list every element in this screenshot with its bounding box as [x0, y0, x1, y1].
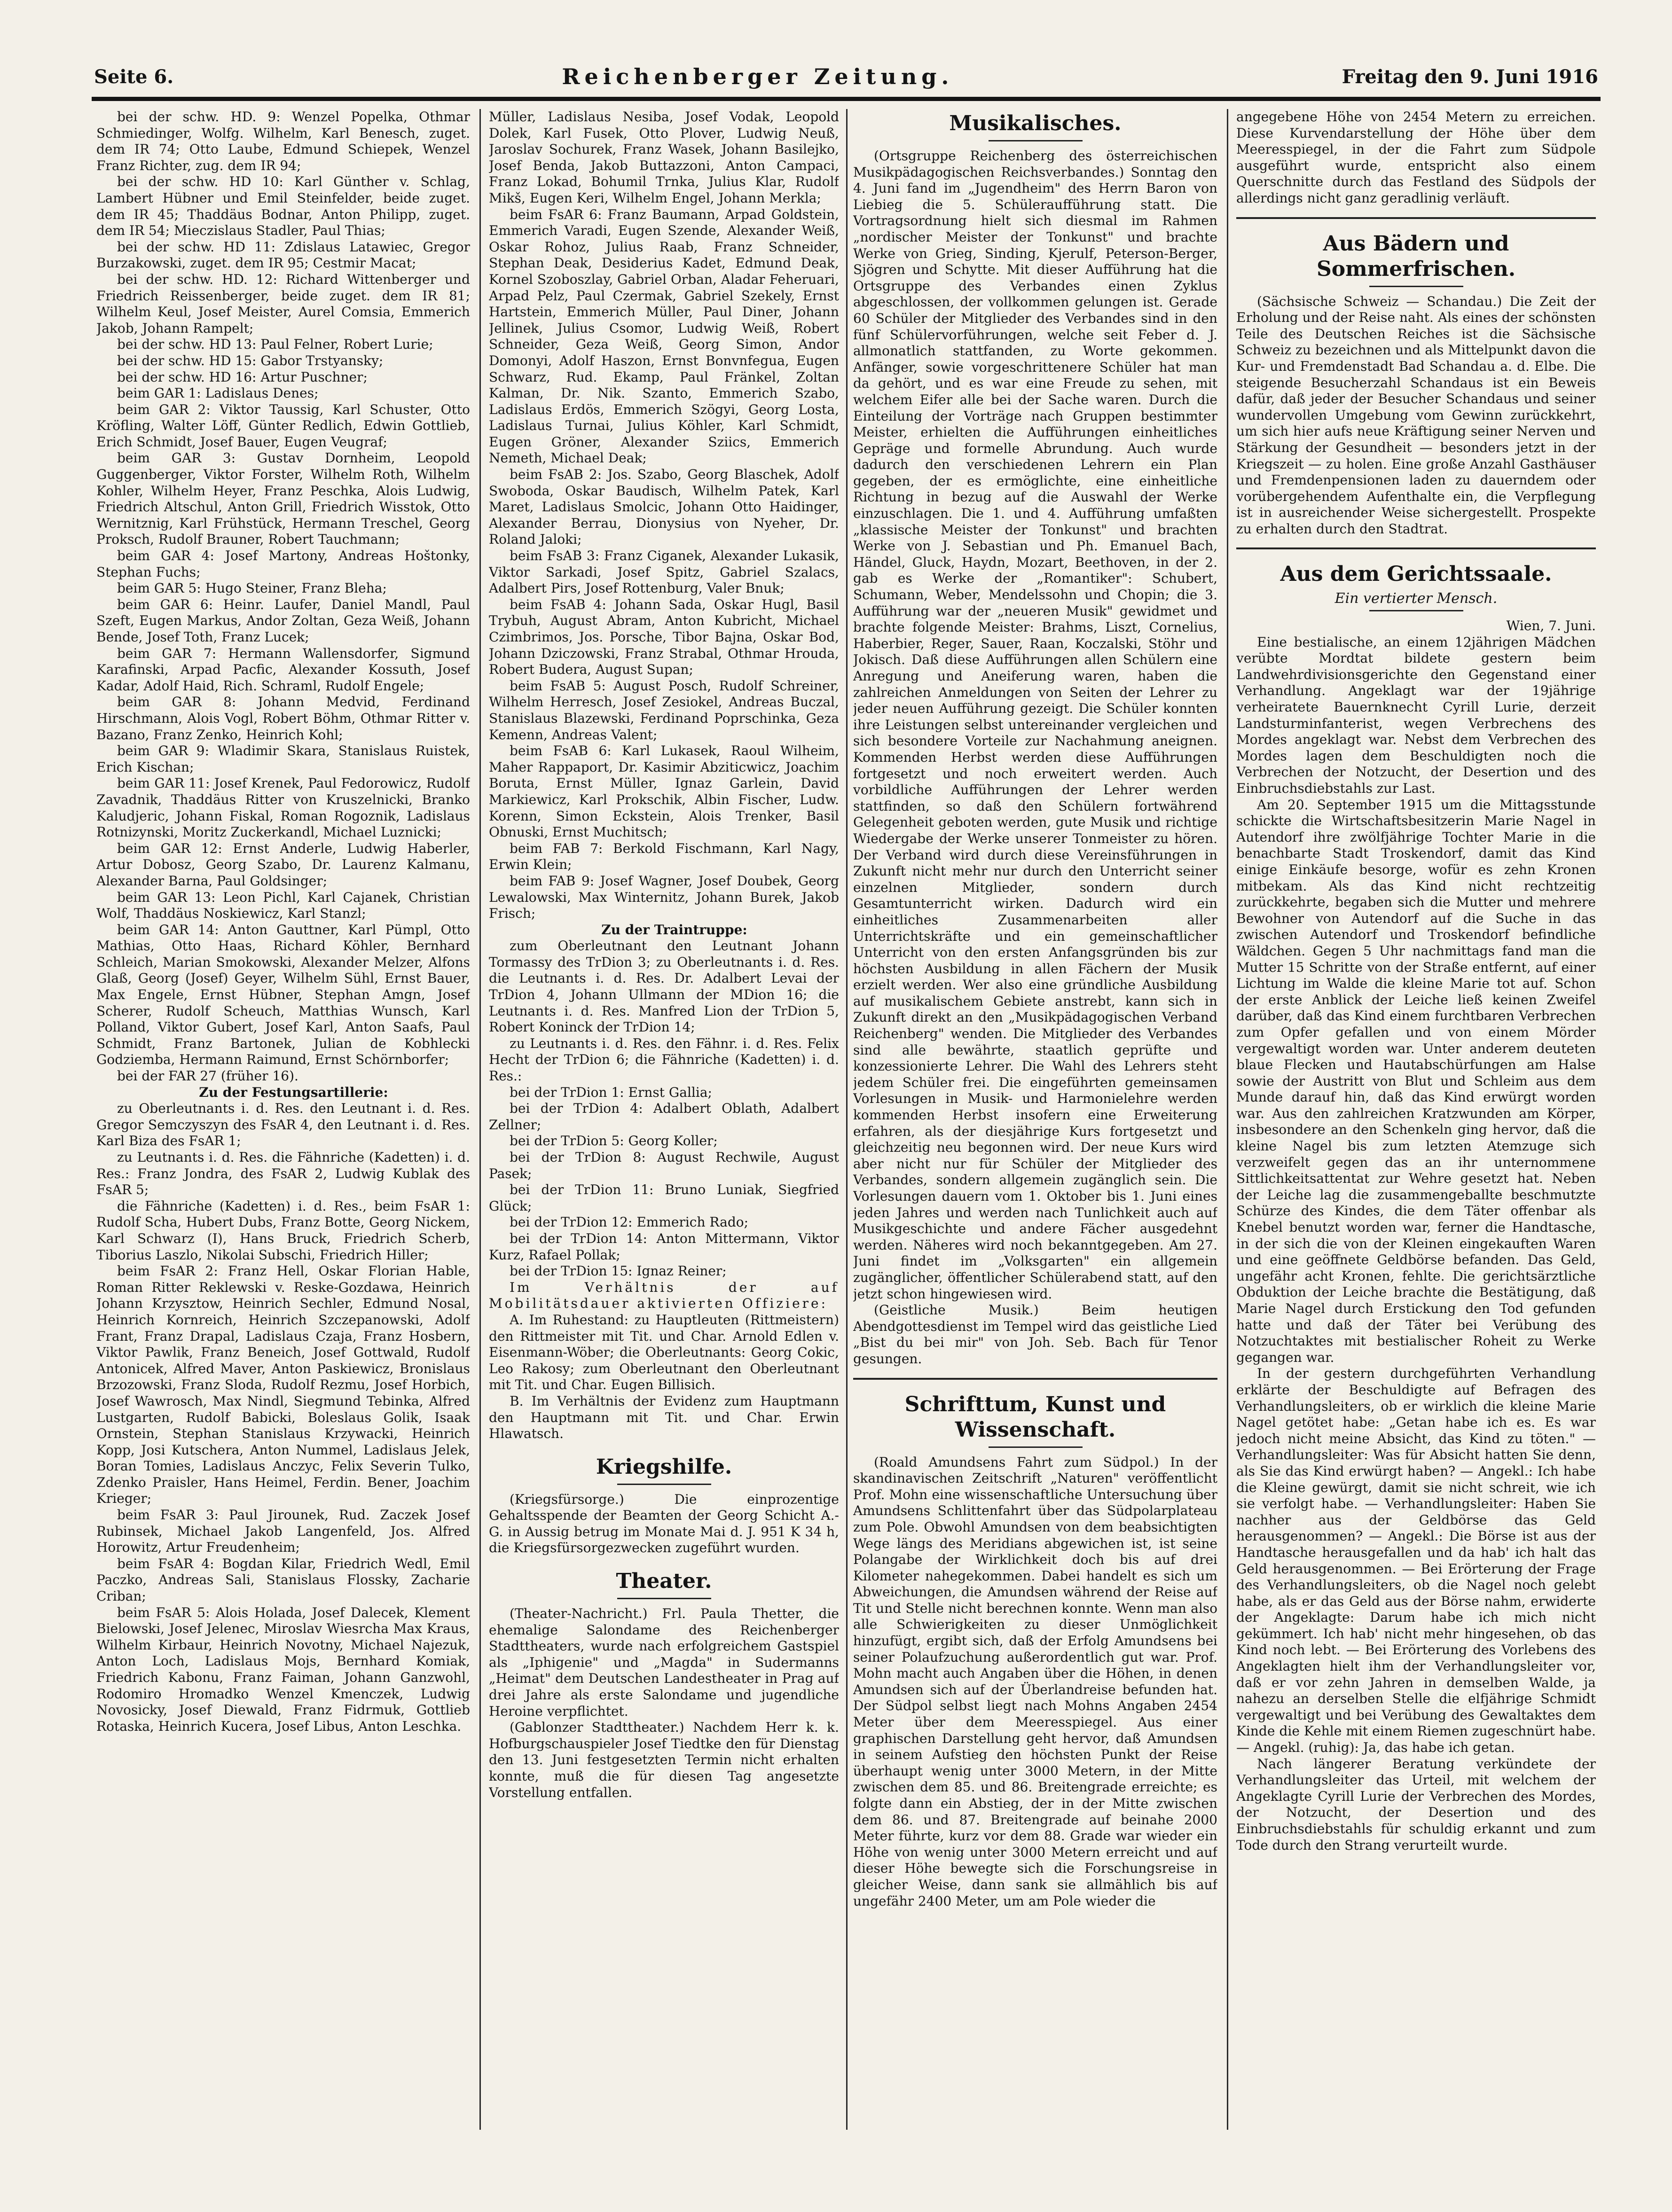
paragraph: bei der FAR 27 (früher 16). — [117, 1068, 298, 1084]
section-title-kriegshilfe: Kriegshilfe. — [596, 1454, 732, 1479]
section-separator — [1236, 547, 1596, 549]
paragraph: bei der schw. HD 11: Zdislaus Latawiec, Gregor Burzakowski, zuget. dem IR 95; Cestmir Macat; — [96, 239, 470, 271]
paragraph: beim GAR 1: Ladislaus Denes; — [117, 385, 319, 401]
column-2 — [489, 109, 839, 2130]
paragraph: (Theater-Nachricht.) Frl. Paula Thetter, die ehemalige Salondame des Reichenberger Stadttheaters, wurde nach erfolgreichem Gastspiel als „Iphigenie" und „Magda" in Sudermanns „Heimat" dem Deutschen Landestheater in Prag auf drei Jahre als erste Salondame und jugendliche Heroine verpflichtet. — [489, 1606, 839, 1719]
paragraph: bei der schw. HD 16: Artur Puschner; — [117, 369, 368, 385]
paragraph: bei der schw. HD 10: Karl Günther v. Schlag, Lambert Hübner und Emil Steinfelder, beide zuget. dem IR 45; Thaddäus Bodnar, Anton Philipp, zuget. dem IR 54; Mieczislaus Stadler, Paul Thias; — [96, 174, 470, 239]
article-subtitle: Ein vertierter Mensch. — [1334, 590, 1498, 607]
column-divider — [1227, 109, 1228, 2130]
dateline: Wien, 7. Juni. — [1506, 618, 1596, 634]
paragraph: bei der schw. HD. 12: Richard Wittenberger und Friedrich Reissenberger, beide zuget. dem IR 81; Wilhelm Keul, Josef Meister, Aurel Comsia, Emmerich Jakob, Johann Rampelt; — [96, 271, 470, 336]
page-header — [94, 60, 1598, 93]
paragraph: beim GAR 9: Wladimir Skara, Stanislaus Ruistek, Erich Kischan; — [96, 743, 470, 775]
section-title-theater: Theater. — [616, 1569, 712, 1594]
paragraph: beim FAB 9: Josef Wagner, Josef Doubek, Georg Lewalowski, Max Winternitz, Johann Burek, Jakob Frisch; — [489, 873, 839, 922]
paragraph: bei der schw. HD. 9: Wenzel Popelka, Othmar Schmiedinger, Wolfg. Wilhelm, Karl Benesch, zuget. dem IR 74; Otto Laube, Edmund Schiepek, Wenzel Franz Richter, zug. dem IR 94; — [96, 109, 470, 173]
paragraph: bei der TrDion 14: Anton Mittermann, Viktor Kurz, Rafael Pollak; — [489, 1230, 839, 1263]
section-rule — [1369, 286, 1463, 287]
paragraph: beim GAR 2: Viktor Taussig, Karl Schuster, Otto Kröfling, Walter Löff, Günter Redlich, Edwin Gottlieb, Erich Schmidt, Josef Bauer, Eugen Veugraf; — [96, 401, 470, 450]
paragraph: zu Leutnants i. d. Res. die Fähnriche (Kadetten) i. d. Res.: Franz Jondra, des FsAR 2, Ludwig Kublak des FsAR 5; — [96, 1149, 470, 1198]
paragraph: Eine bestialische, an einem 12jährigen Mädchen verübte Mordtat bildete gestern beim Landwehrdivisionsgerichte den Gegenstand einer Verhandlung. Angeklagt war der 19jährige verheiratete Bauernknecht Cyrill Lurie, derzeit Landsturminfanterist, wegen Verbrechens des Mordes angeklagt war. Nebst dem Verbrechen des Mordes lagen dem Beschuldigten noch die Verbrechen der Notzucht, der Desertion und des Einbruchsdiebstahls zur Last. — [1236, 634, 1596, 796]
paragraph: bei der schw. HD 13: Paul Felner, Robert Lurie; — [117, 336, 433, 352]
column-divider — [846, 109, 848, 2130]
section-title-gericht: Aus dem Gerichtssaale. — [1280, 562, 1552, 586]
paragraph: beim GAR 12: Ernst Anderle, Ludwig Haberler, Artur Dobosz, Georg Szabo, Dr. Laurenz Kalmanu, Alexander Barna, Paul Goldsinger; — [96, 840, 470, 889]
paragraph: bei der TrDion 11: Bruno Luniak, Siegfried Glück; — [489, 1182, 839, 1214]
section-title-baeder: Aus Bädern und Sommerfrischen. — [1316, 231, 1516, 281]
masthead: Reichenberger Zeitung. — [562, 64, 954, 89]
paragraph: Am 20. September 1915 um die Mittagsstunde schickte die Wirtschaftsbesitzerin Marie Nagel in Autendorf ihre zwölfjährige Tochter Marie in die benachbarte Stadt Troskendorf, damit das Kind einige Einkäufe besorge, wofür es zehn Kronen mitbekam. Als das Kind nicht rechtzeitig zurückkehrte, begaben sich die Mutter und mehrere Bewohner von Autendorf auf die Suche in das zwischen Autendorf und Troskendorf befindliche Wäldchen. Gegen 5 Uhr nachmittags fand man die Mutter 15 Schritte von der Straße entfernt, auf einer Lichtung im Walde die kleine Marie tot auf. Schon der erste Anblick der Leiche ließ keinen Zweifel darüber, daß das Kind einem furchtbaren Verbrechen zum Opfer gefallen und von einem Mörder vergewaltigt worden war. Unter anderem deuteten blaue Flecken und Hautabschürfungen am Halse sowie der Austritt von Blut und Schleim aus dem Munde darauf hin, daß das Kind erwürgt worden war. Aus den zahlreichen Kratzwunden am Körper, insbesondere an den Schenkeln ging hervor, daß die kleine Nagel bis zum letzten Atemzuge sich verzweifelt gegen das an ihr unternommene Sittlichkeitsattentat zur Wehre gesetzt hat. Neben der Leiche lag die zusammengeballte beschmutzte Schürze des Kindes, die dem Täter offenbar als Knebel benutzt worden war, ferner die Handtasche, in der sich die von der Kleinen eingekauften Waren und eine geöffnete Geldbörse befanden. Das Geld, ungefähr acht Kronen, fehlte. Die gerichtsärztliche Obduktion der Leiche brachte die Bestätigung, daß Marie Nagel durch Erstickung den Tod gefunden hatte und daß der Täter bei Verübung des Notzuchtaktes mit bestialischer Roheit zu Werke gegangen war. — [1236, 797, 1596, 1365]
paragraph: die Fähnriche (Kadetten) i. d. Res., beim FsAR 1: Rudolf Scha, Hubert Dubs, Franz Botte, Georg Nickem, Karl Schwarz (I), Hans Bruck, Friedrich Scherb, Tiborius Laszlo, Nikolai Subschi, Friedrich Hiller; — [96, 1198, 470, 1263]
paragraph: bei der TrDion 4: Adalbert Oblath, Adalbert Zellner; — [489, 1101, 839, 1133]
paragraph: beim GAR 6: Heinr. Laufer, Daniel Mandl, Paul Szeft, Eugen Markus, Andor Zoltan, Geza Weiß, Johann Bende, Josef Toth, Franz Lucek; — [96, 596, 470, 645]
section-rule — [989, 1446, 1083, 1448]
column-divider — [479, 109, 481, 2130]
paragraph: beim GAR 8: Johann Medvid, Ferdinand Hirschmann, Alois Vogl, Robert Böhm, Othmar Ritter v. Bazano, Franz Zenko, Heinrich Kohl; — [96, 694, 470, 743]
paragraph: beim FsAB 5: August Posch, Rudolf Schreiner, Wilhelm Herresch, Josef Zesiokel, Andreas Buczal, Stanislaus Blazewski, Ferdinand Poprschinka, Geza Kemenn, Andreas Valent; — [489, 678, 839, 743]
paragraph: beim GAR 4: Josef Martony, Andreas Hoštonky, Stephan Fuchs; — [96, 548, 470, 580]
paragraph: (Roald Amundsens Fahrt zum Südpol.) In der skandinavischen Zeitschrift „Naturen" veröffentlicht Prof. Mohn eine wissenschaftliche Untersuchung über Amundsens Schlittenfahrt über das Südpolarplateau zum Pole. Obwohl Amundsen von dem beabsichtigten Wege längs des Meridians abgewichen ist, ist seine Polangabe der Wirklichkeit doch bis auf drei Kilometer nahegekommen. Dabei handelt es sich um Abweichungen, die Amundsen während der Reise auf Tit und Stelle nicht berechnen konnte. Wenn man also alle Schwierigkeiten zu dieser Unmöglichkeit hinzufügt, ergibt sich, daß der Erfolg Amundsens bei seiner Polaufzuchung außerordentlich gut war. Prof. Mohn macht auch Angaben über die Höhen, in denen Amundsen sich auf der Überlandreise befunden hat. Der Südpol selbst liegt nach Mohns Angaben 2454 Meter über dem Meeresspiegel. Aus einer graphischen Darstellung geht hervor, daß Amundsen in seinem Aufstieg den höchsten Punkt der Reise überhaupt wenig unter 3000 Metern, in der Mitte zwischen dem 85. und 86. Breitengrade erreichte; es folgte dann ein Abstieg, der in der Mitte zwischen dem 86. und 87. Breitengrade auf beinahe 2000 Meter führte, kurz vor dem 88. Grade war wieder ein Höhe von wenig unter 3000 Metern erreicht und auf dieser Höhe bewegte sich die Forschungsreise in gleicher Weise, dann sank sie allmählich bis auf ungefähr 2400 Meter, um am Pole wieder die — [853, 1454, 1217, 1909]
paragraph: beim FsAB 2: Jos. Szabo, Georg Blaschek, Adolf Swoboda, Oskar Baudisch, Wilhelm Patek, Karl Maret, Ladislaus Smolcic, Johann Otto Haidinger, Alexander Berrau, Dionysius von Nyeher, Dr. Roland Jaloki; — [489, 467, 839, 547]
paragraph: beim GAR 5: Hugo Steiner, Franz Bleha; — [117, 580, 387, 596]
subheading: Zu der Traintruppe: — [601, 922, 747, 938]
paragraph: In der gestern durchgeführten Verhandlung erklärte der Beschuldigte auf Befragen des Verhandlungsleiters, ob er wirklich die kleine Marie Nagel getötet habe: „Getan habe ich es. Es war jedoch nicht meine Absicht, das Kind zu töten." — Verhandlungsleiter: Was für Absicht hatten Sie denn, als Sie das Kind erwürgt haben? — Angekl.: Ich habe die Kleine gewürgt, damit sie nicht schreit, wie ich sie verfolgt habe. — Verhandlungsleiter: Haben Sie nachher aus der Geldbörse das Geld herausgenommen? — Angekl.: Die Börse ist aus der Handtasche herausgefallen und da hab' ich halt das Geld herausgenommen. — Bei Erörterung der Frage des Verhandlungsleiters, ob die Nagel noch gelebt habe, als er das Geld aus der Börse nahm, erwiderte der Angeklagte: Darum habe ich mich nicht gekümmert. Ich hab' nicht mehr hingesehen, ob das Kind noch lebt. — Bei Erörterung des Vorlebens des Angeklagten hielt ihm der Verhandlungsleiter vor, daß er vor zehn Jahren in demselben Walde, ja nahezu an derselben Stelle die elfjährige Schmidt vergewaltigt und bei Verübung des Gewaltaktes dem Kinde die Kehle mit einem Riemen zugeschnürt habe. — Angekl. (ruhig): Ja, das habe ich getan. — [1236, 1366, 1596, 1756]
column-1 — [96, 109, 470, 2130]
paragraph: beim FsAR 4: Bogdan Kilar, Friedrich Wedl, Emil Paczko, Andreas Sali, Stanislaus Flossky, Zacharie Criban; — [96, 1555, 470, 1604]
paragraph: beim GAR 14: Anton Gauttner, Karl Pümpl, Otto Mathias, Otto Haas, Richard Köhler, Bernhard Schleich, Marian Smokowski, Alexander Melzer, Alfons Glaß, Georg (Josef) Geyer, Wilhelm Sühl, Ernst Bauer, Max Engele, Ernst Hübner, Stephan Amgn, Josef Scherer, Rudolf Scheuch, Matthias Wunsch, Karl Polland, Viktor Gubert, Josef Karl, Anton Saafs, Paul Schmidt, Franz Bartonek, Julian de Kobhlecki Godziemba, Hermann Raimund, Ernst Schörnborfer; — [96, 922, 470, 1068]
paragraph: bei der TrDion 1: Ernst Gallia; — [510, 1084, 712, 1100]
paragraph: beim FsAB 4: Johann Sada, Oskar Hugl, Basil Trybuh, August Abram, Anton Kubricht, Michael Czimbrimos, Jos. Porsche, Tibor Bajna, Oskar Bod, Johann Dziczowski, Franz Strabal, Othmar Hrouda, Robert Budera, August Supan; — [489, 596, 839, 678]
paragraph: zu Oberleutnants i. d. Res. den Leutnant i. d. Res. Gregor Semczyszyn des FsAR 4, den Leutnant i. d. Res. Karl Biza des FsAR 1; — [96, 1101, 470, 1149]
paragraph: beim FsAB 3: Franz Ciganek, Alexander Lukasik, Viktor Sarkadi, Josef Spitz, Gabriel Szalacs, Adalbert Pirs, Josef Rottenburg, Valer Bnuk; — [489, 548, 839, 596]
paragraph: (Sächsische Schweiz — Schandau.) Die Zeit der Erholung und der Reise naht. Als eines der schönsten Teile des Deutschen Reiches ist die Sächsische Schweiz zu bezeichnen und als Mittelpunkt davon die Kur- und Fremdenstadt Bad Schandau a. d. Elbe. Die steigende Besucherzahl Schandaus ist ein Beweis dafür, daß jeder der Besucher Schandaus und seiner wundervollen Umgebung vom Gewinn zurückkehrt, um sich hier aufs neue Kräftigung seiner Nerven und Stärkung der Gesundheit — besonders jetzt in der Kriegszeit — zu holen. Eine große Anzahl Gasthäuser und Fremdenpensionen laden zu dauerndem oder vorübergehendem Aufenthalte ein, die Verpflegung ist in ausreichender Weise sichergestellt. Prospekte zu erhalten durch den Stadtrat. — [1236, 293, 1596, 537]
section-rule — [989, 140, 1083, 141]
paragraph: (Geistliche Musik.) Beim heutigen Abendgottesdienst im Tempel wird das geistliche Lied „Bist du bei mir" von Joh. Seb. Bach für Tenor gesungen. — [853, 1302, 1217, 1367]
paragraph: beim FsAR 2: Franz Hell, Oskar Florian Hable, Roman Ritter Reklewski v. Reske-Gozdawa, Heinrich Johann Krzysztow, Heinrich Sechler, Edmund Nosal, Heinrich Kornreich, Heinrich Szczepanowski, Adolf Frant, Franz Drapal, Ladislaus Czaja, Franz Hosbern, Viktor Pawlik, Franz Beneich, Josef Gottwald, Rudolf Antonicek, Alfred Maver, Anton Paskiewicz, Bronislaus Brzozowski, Franz Sloda, Rudolf Rezmu, Josef Horbich, Josef Wawrosch, Max Nindl, Siegmund Tebinka, Alfred Lustgarten, Rudolf Babicki, Boleslaus Golik, Isaak Ornstein, Stephan Stanislaus Krzywacki, Heinrich Kopp, Josi Kutschera, Anton Nummel, Ladislaus Jelek, Boran Tomies, Ladislaus Anczyc, Felix Severin Tulko, Zdenko Praisler, Hans Heimel, Ferdin. Bener, Joachim Krieger; — [96, 1263, 470, 1507]
paragraph: bei der TrDion 8: August Rechwile, August Pasek; — [489, 1149, 839, 1181]
paragraph: bei der TrDion 5: Georg Koller; — [510, 1133, 718, 1149]
header-rule — [92, 97, 1601, 101]
paragraph: beim GAR 7: Hermann Wallensdorfer, Sigmund Karafinski, Arpad Pacfic, Alexander Kossuth, Josef Kadar, Adolf Haid, Rich. Schraml, Rudolf Engele; — [96, 645, 470, 694]
section-rule — [1369, 610, 1463, 611]
paragraph: A. Im Ruhestand: zu Hauptleuten (Rittmeistern) den Rittmeister mit Tit. und Char. Arnold Edlen v. Eisenmann-Wöber; die Oberleutnants: Georg Cokic, Leo Rakosy; zum Oberleutnant den Oberleutnant mit Tit. und Char. Eugen Billisich. — [489, 1312, 839, 1393]
paragraph: beim GAR 11: Josef Krenek, Paul Fedorowicz, Rudolf Zavadnik, Thaddäus Ritter von Kruszelnicki, Branko Kaludjeric, Johann Fiskal, Roman Rogoznik, Ladislaus Rotnizynski, Moritz Zuckerkandl, Michael Luznicki; — [96, 775, 470, 840]
section-separator — [853, 1378, 1217, 1380]
column-4 — [1236, 109, 1596, 2130]
section-title-schrifttum: Schrifttum, Kunst und Wissenschaft. — [904, 1392, 1166, 1442]
paragraph: beim GAR 3: Gustav Dornheim, Leopold Guggenberger, Viktor Forster, Wilhelm Roth, Wilhelm Kohler, Wilhelm Heyer, Franz Peschka, Alois Ludwig, Friedrich Altschul, Anton Grill, Friedrich Wisstok, Otto Wernitznig, Karl Frühstück, Hermann Treschel, Georg Proksch, Rudolf Brauner, Robert Tauchmann; — [96, 450, 470, 547]
paragraph: beim FsAR 5: Alois Holada, Josef Dalecek, Klement Bielowski, Josef Jelenec, Miroslav Wiesrcha Max Kraus, Wilhelm Kirbaur, Heinrich Novotny, Michael Najezuk, Anton Loch, Ladislaus Mojs, Bernhard Komiak, Friedrich Kabonu, Franz Faiman, Johann Ganzwohl, Rodomiro Hromadko Wenzel Kmenczek, Ludwig Novosicky, Josef Diewald, Franz Fidrmuk, Gottlieb Rotaska, Heinrich Kucera, Josef Libus, Anton Leschka. — [96, 1604, 470, 1734]
column-3 — [853, 109, 1217, 2130]
page-number: Seite 6. — [94, 65, 174, 88]
paragraph: Nach längerer Beratung verkündete der Verhandlungsleiter das Urteil, mit welchem der Angeklagte Cyrill Lurie der Verbrechen des Mordes, der Notzucht, der Desertion und des Einbruchsdiebstahls für schuldig erkannt und zum Tode durch den Strang verurteilt wurde. — [1236, 1756, 1596, 1853]
section-separator — [1236, 217, 1596, 219]
paragraph: bei der TrDion 15: Ignaz Reiner; — [510, 1263, 727, 1279]
paragraph: beim FsAR 6: Franz Baumann, Arpad Goldstein, Emmerich Varadi, Eugen Szende, Alexander Weiß, Oskar Rohoz, Julius Raab, Franz Schneider, Stephan Deak, Desiderius Kadet, Edmund Deak, Kornel Szoboszlay, Gabriel Orban, Aladar Feheruari, Arpad Pelz, Paul Czermak, Gabriel Szekely, Ernst Hartstein, Emmerich Müller, Paul Diner, Johann Jellinek, Julius Csomor, Ludwig Weiß, Robert Schneider, Geza Weiß, Georg Simon, Andor Domonyi, Adolf Haszon, Ernst Bonvnfegua, Eugen Schwarz, Rud. Ekamp, Paul Fränkel, Zoltan Kalman, Dr. Nik. Szanto, Emmerich Szabo, Ladislaus Erdös, Emmerich Szögyi, Georg Losta, Ladislaus Turnai, Julius Köhler, Karl Schmidt, Eugen Gröner, Alexander Sziics, Emmerich Nemeth, Michael Deak; — [489, 206, 839, 466]
paragraph: angegebene Höhe von 2454 Metern zu erreichen. Diese Kurvendarstellung der Höhe über dem Meeresspiegel, in der die Fahrt zum Südpole ausgeführt wurde, entspricht also einem Querschnitte durch das Festland des Südpols der allerdings nicht ganz geradlinig verläuft. — [1236, 109, 1596, 206]
paragraph: zu Leutnants i. d. Res. den Fähnr. i. d. Res. Felix Hecht der TrDion 6; die Fähnriche (Kadetten) i. d. Res.: — [489, 1035, 839, 1084]
paragraph: beim FsAR 3: Paul Jirounek, Rud. Zaczek Josef Rubinsek, Michael Jakob Langenfeld, Jos. Alfred Horowitz, Artur Freudenheim; — [96, 1507, 470, 1555]
subheading: Zu der Festungsartillerie: — [199, 1084, 388, 1100]
paragraph: zum Oberleutnant den Leutnant Johann Tormassy des TrDion 3; zu Oberleutnants i. d. Res. die Leutnants i. d. Res. Dr. Adalbert Levai der TrDion 4, Johann Ullmann der MDion 16; die Leutnants i. d. Res. Manfred Lion der TrDion 5, Robert Koninck der TrDion 14; — [489, 938, 839, 1035]
issue-date: Freitag den 9. Juni 1916 — [1342, 65, 1598, 88]
paragraph: Müller, Ladislaus Nesiba, Josef Vodak, Leopold Dolek, Karl Fusek, Otto Plover, Ludwig Neuß, Jaroslav Sochurek, Franz Wasek, Johann Basilejko, Josef Benda, Jakob Buttazzoni, Anton Campaci, Franz Lokad, Bohumil Trnka, Julius Klar, Rudolf Mikš, Eugen Keri, Wilhelm Engel, Johann Merkla; — [489, 109, 839, 206]
section-rule — [617, 1484, 711, 1485]
paragraph: bei der TrDion 12: Emmerich Rado; — [510, 1214, 749, 1230]
section-title-musik: Musikalisches. — [949, 111, 1122, 135]
paragraph: (Gablonzer Stadttheater.) Nachdem Herr k. k. Hofburgschauspieler Josef Tiedtke den für Dienstag den 13. Juni festgesetzten Termin nicht erhalten konnte, muß die für diesen Tag angesetzte Vorstellung entfallen. — [489, 1720, 839, 1800]
paragraph: (Kriegsfürsorge.) Die einprozentige Gehaltsspende der Beamten der Georg Schicht A.-G. in Aussig betrug im Monate Mai d. J. 951 K 34 h, die Kriegsfürsorgezwecken zugeführt wurden. — [489, 1491, 839, 1556]
paragraph: beim FAB 7: Berkold Fischmann, Karl Nagy, Erwin Klein; — [489, 840, 839, 873]
paragraph: bei der schw. HD 15: Gabor Trstyansky; — [117, 352, 384, 368]
paragraph: (Ortsgruppe Reichenberg des österreichischen Musikpädagogischen Reichsverbandes.) Sonntag den 4. Juni fand im „Jugendheim" des Herrn Baron von Liebieg die 5. Schüleraufführung statt. Die Vortragsordnung hielt sich diesmal im Rahmen „nordischer Meister der Tonkunst" und brachte Werke von Grieg, Sinding, Kjerulf, Peterson-Berger, Sjögren und Schytte. Mit dieser Aufführung hat die Ortsgruppe des Verbandes einen Zyklus abgeschlossen, der vollkommen gelungen ist. Gerade 60 Schüler der Mitglieder des Verbandes sind in den fünf Schülervorführungen, welche seit Feber d. J. allmonatlich stattfanden, zu Worte gekommen. Anfänger, sowie vorgeschrittenere Schüler hat man da gehört, und es war eine Freude zu sehen, mit welchem Eifer alle bei der Sache waren. Durch die Einteilung der Vorträge nach Gruppen bestimmter Meister, erhielten die Aufführungen einheitliches Gepräge und formelle Abrundung. Auch wurde dadurch den verschiedenen Lehrern ein Plan gegeben, der es ermöglichte, eine einheitliche Richtung in bezug auf die Auswahl der Werke einzuschlagen. Die 1. und 4. Aufführung umfaßten „klassische Meister der Tonkunst" und brachten Werke von J. Sebastian und Ph. Emanuel Bach, Händel, Gluck, Haydn, Mozart, Beethoven, in der 2. gab es Werke der „Romantiker": Schubert, Schumann, Weber, Mendelssohn und Chopin; die 3. Aufführung war der „neueren Musik" gewidmet und brachte folgende Meister: Brahms, Liszt, Cornelius, Haberbier, Reger, Sauer, Raan, Koczalski, Stöhr und Jokisch. Daß diese Aufführungen allen Schülern eine Anregung und Aneiferung waren, haben die zahlreichen Anmeldungen von Seiten der Lehrer zu jeder neuen Aufführung gezeigt. Die Schüler konnten ihre Leistungen selbst untereinander vergleichen und sich besondere Vorteile zur Nachahmung aneignen. Kommenden Herbst werden diese Aufführungen fortgesetzt und noch erweitert werden. Auch vorbildliche Aufführungen der Lehrer werden stattfinden, so daß den Schülern fortwährend Gelegenheit geboten werden, gute Musik und richtige Wiedergabe der Werke unserer Tonmeister zu hören. Der Verband wird durch diese Vereinsführungen in Zukunft nicht mehr nur durch den Unterricht seiner einzelnen Mitglieder, sondern durch Gesamtunterricht wirken. Dadurch wird ein einheitliches Zusammenarbeiten aller Unterrichtskräfte und ein gemeinschaftlicher Unterricht von den ersten Anfangsgründen bis zur höchsten Ausbildung in allen Fächern der Musik erzielt werden. Wer also eine gründliche Ausbildung auf musikalischem Gebiete anstrebt, kann sich in Zukunft direkt an den „Musikpädagogischen Verband Reichenberg" wenden. Die Mitglieder des Verbandes sind alle bewährte, staatlich geprüfte und konzessionierte Lehrer. Die Wahl des Lehrers steht jedem Schüler frei. Die eingeführten gemeinsamen Vorlesungen in Musik- und Harmonielehre werden kommenden Herbst insofern eine Erweiterung erfahren, als der diesjährige Kurs fortgesetzt und gleichzeitig neu begonnen wird. Der neue Kurs wird aber nicht nur für Schüler der Mitglieder des Verbandes, sondern allgemein zugänglich sein. Die Vorlesungen dauern vom 1. Oktober bis 1. Juni eines jeden Jahres und werden nach Tunlichkeit auch auf Musikgeschichte und andere Fächer ausgedehnt werden. Näheres wird noch bekanntgegeben. Am 27. Juni findet im „Volksgarten" ein allgemein zugänglicher, öffentlicher Schülerabend statt, auf den jetzt schon hingewiesen wird. — [853, 148, 1217, 1302]
paragraph: beim GAR 13: Leon Pichl, Karl Cajanek, Christian Wolf, Thaddäus Noskiewicz, Karl Stanzl; — [96, 889, 470, 922]
paragraph: beim FsAB 6: Karl Lukasek, Raoul Wilheim, Maher Rappaport, Dr. Kasimir Abziticwicz, Joachim Boruta, Ernst Müller, Ignaz Garlein, David Markiewicz, Karl Prokschik, Albin Fischer, Ludw. Korenn, Simon Eckstein, Alois Trenker, Basil Obnuski, Ernst Muchitsch; — [489, 743, 839, 840]
paragraph: Im Verhältnis der auf Mobilitätsdauer aktivierten Offiziere: — [489, 1279, 839, 1312]
section-rule — [617, 1598, 711, 1599]
paragraph: B. Im Verhältnis der Evidenz zum Hauptmann den Hauptmann mit Tit. und Char. Erwin Hlawatsch. — [489, 1393, 839, 1442]
